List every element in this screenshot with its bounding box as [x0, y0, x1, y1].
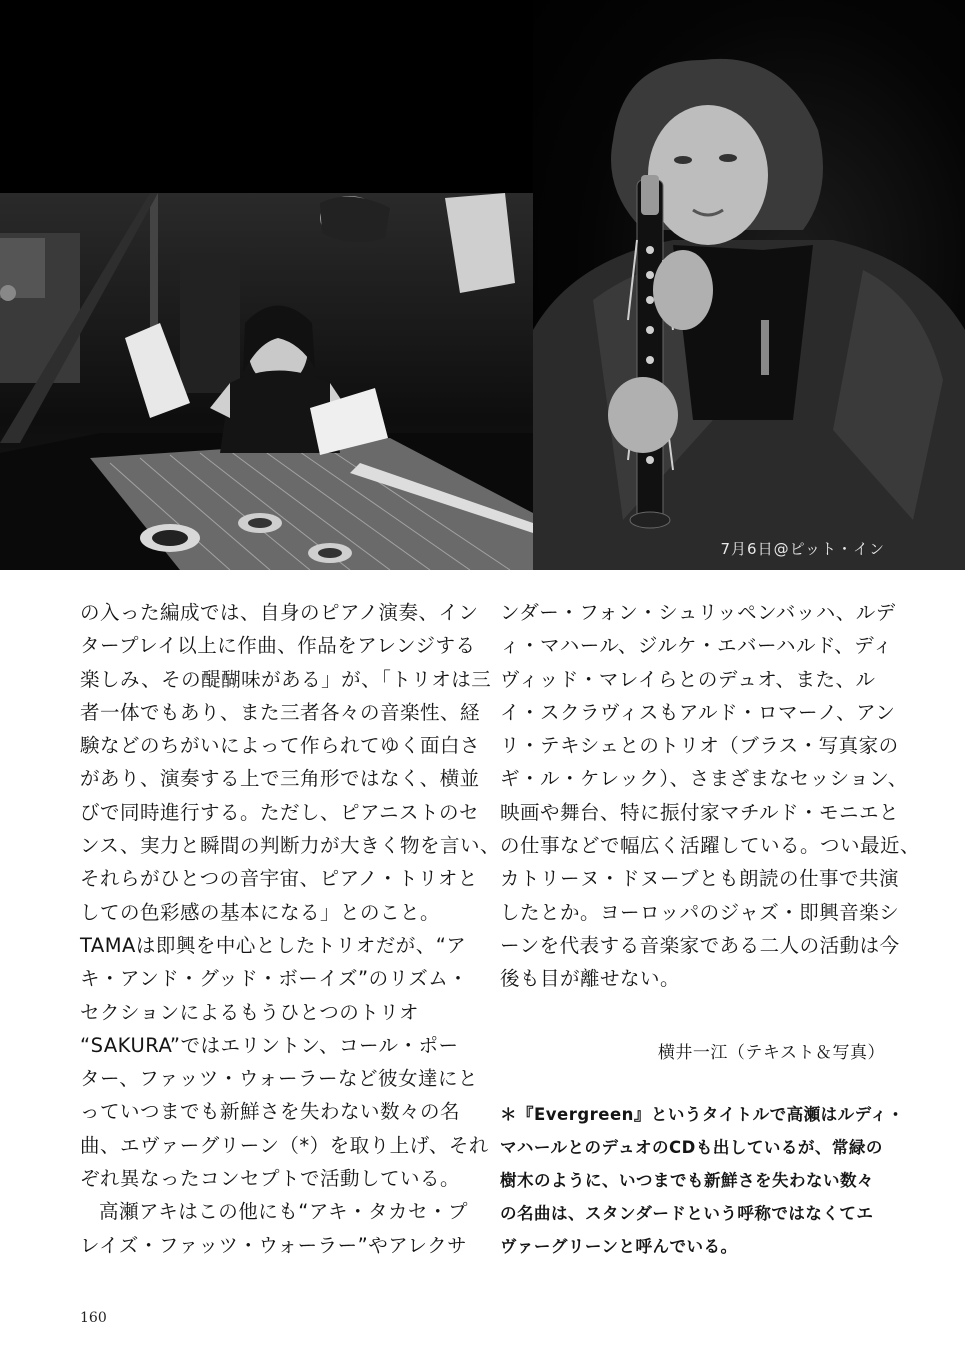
footnote-line: ヴァーグリーンと呼んでいる。: [500, 1237, 738, 1256]
text-line: レイズ・ファッツ・ウォーラー”やアレクサ: [80, 1233, 468, 1257]
text-line: ンス、実力と瞬間の判断力が大きく物を言い、: [80, 834, 501, 858]
text-line: セクションによるもうひとつのトリオ: [80, 1000, 420, 1024]
text-line: それらがひとつの音宇宙、ピアノ・トリオと: [80, 867, 478, 891]
footnote-line: 樹木のように、いつまでも新鮮さを失わない数々: [500, 1171, 874, 1190]
text-line: ンダー・フォン・シュリッペンバッハ、ルデ: [500, 601, 896, 624]
text-line: ヴィッド・マレイらとのデュオ、また、ル: [500, 667, 876, 691]
pianist-photo-illustration: [0, 193, 533, 570]
footnote-line: ＊『Evergreen』というタイトルで高瀬はルディ・: [500, 1105, 905, 1124]
photo-band: [0, 0, 965, 570]
pianist-photo: [0, 193, 533, 570]
text-line: 高瀬アキはこの他にも“アキ・タカセ・プ: [99, 1200, 469, 1224]
page-number: 160: [80, 1310, 107, 1326]
text-line: ーンを代表する音楽家である二人の活動は今: [500, 933, 900, 957]
text-line: びで同時進行する。ただし、ピアニストのセ: [80, 800, 480, 824]
text-line: “SAKURA”ではエリントン、コール・ポー: [80, 1033, 459, 1057]
paragraph-3: [500, 596, 921, 996]
text-line: 楽しみ、その醍醐味がある」が、「トリオは三: [80, 667, 492, 691]
text-line: ぞれ異なったコンセプトで活動している。: [80, 1167, 461, 1191]
author-credit: 横井一江（テキスト＆写真）: [657, 1043, 885, 1063]
footnote-line: マハールとのデュオのCDも出しているが、常緑の: [500, 1138, 883, 1157]
text-line: カトリーヌ・ドヌーブとも朗読の仕事で共演: [500, 867, 900, 891]
left-column: [80, 596, 501, 1262]
text-line: ィ・マハール、ジルケ・エバーハルド、ディ: [500, 634, 893, 658]
text-line: しての色彩感の基本になる」とのこと。: [80, 900, 441, 924]
text-line: イ・スクラヴィスもアルド・ロマーノ、アン: [500, 700, 896, 724]
text-line: があり、演奏する上で三角形ではなく、横並: [80, 767, 480, 791]
paragraph-1: [80, 596, 501, 1195]
text-line: 曲、エヴァーグリーン（*）を取り上げ、それ: [80, 1133, 489, 1157]
text-line: リ・テキシェとのトリオ（ブラス・写真家の: [500, 734, 899, 758]
text-line: の入った編成では、自身のピアノ演奏、イン: [80, 601, 479, 624]
text-line: キ・アンド・グッド・ボーイズ”のリズム・: [80, 967, 469, 991]
text-line: TAMAは即興を中心としたトリオだが、“ア: [80, 933, 467, 957]
text-line: 者一体でもあり、また三者各々の音楽性、経: [80, 700, 481, 724]
text-line: 映画や舞台、特に振付家マチルド・モニエと: [500, 800, 900, 824]
footnote: [500, 1098, 905, 1263]
clarinetist-photo: [533, 0, 965, 570]
footnote-line: の名曲は、スタンダードという呼称ではなくてエ: [500, 1204, 874, 1223]
clarinetist-photo-illustration: [533, 0, 965, 570]
text-line: ギ・ル・ケレック）、さまざまなセッション、: [500, 767, 908, 791]
text-line: っていつまでも新鮮さを失わない数々の名: [80, 1100, 461, 1124]
paragraph-2: [80, 1195, 472, 1262]
text-line: 験などのちがいによって作られてゆく面白さ: [80, 734, 481, 758]
photo-caption: 7月6日@ピット・イン: [720, 540, 885, 558]
text-line: ター、ファッツ・ウォーラーなど彼女達にと: [80, 1067, 479, 1091]
text-line: タープレイ以上に作曲、作品をアレンジする: [80, 634, 476, 658]
text-line: 後も目が離せない。: [500, 967, 681, 991]
right-column: [500, 596, 921, 996]
text-line: したとか。ヨーロッパのジャズ・即興音楽シ: [500, 900, 900, 924]
text-line: の仕事などで幅広く活躍している。つい最近、: [500, 834, 921, 858]
